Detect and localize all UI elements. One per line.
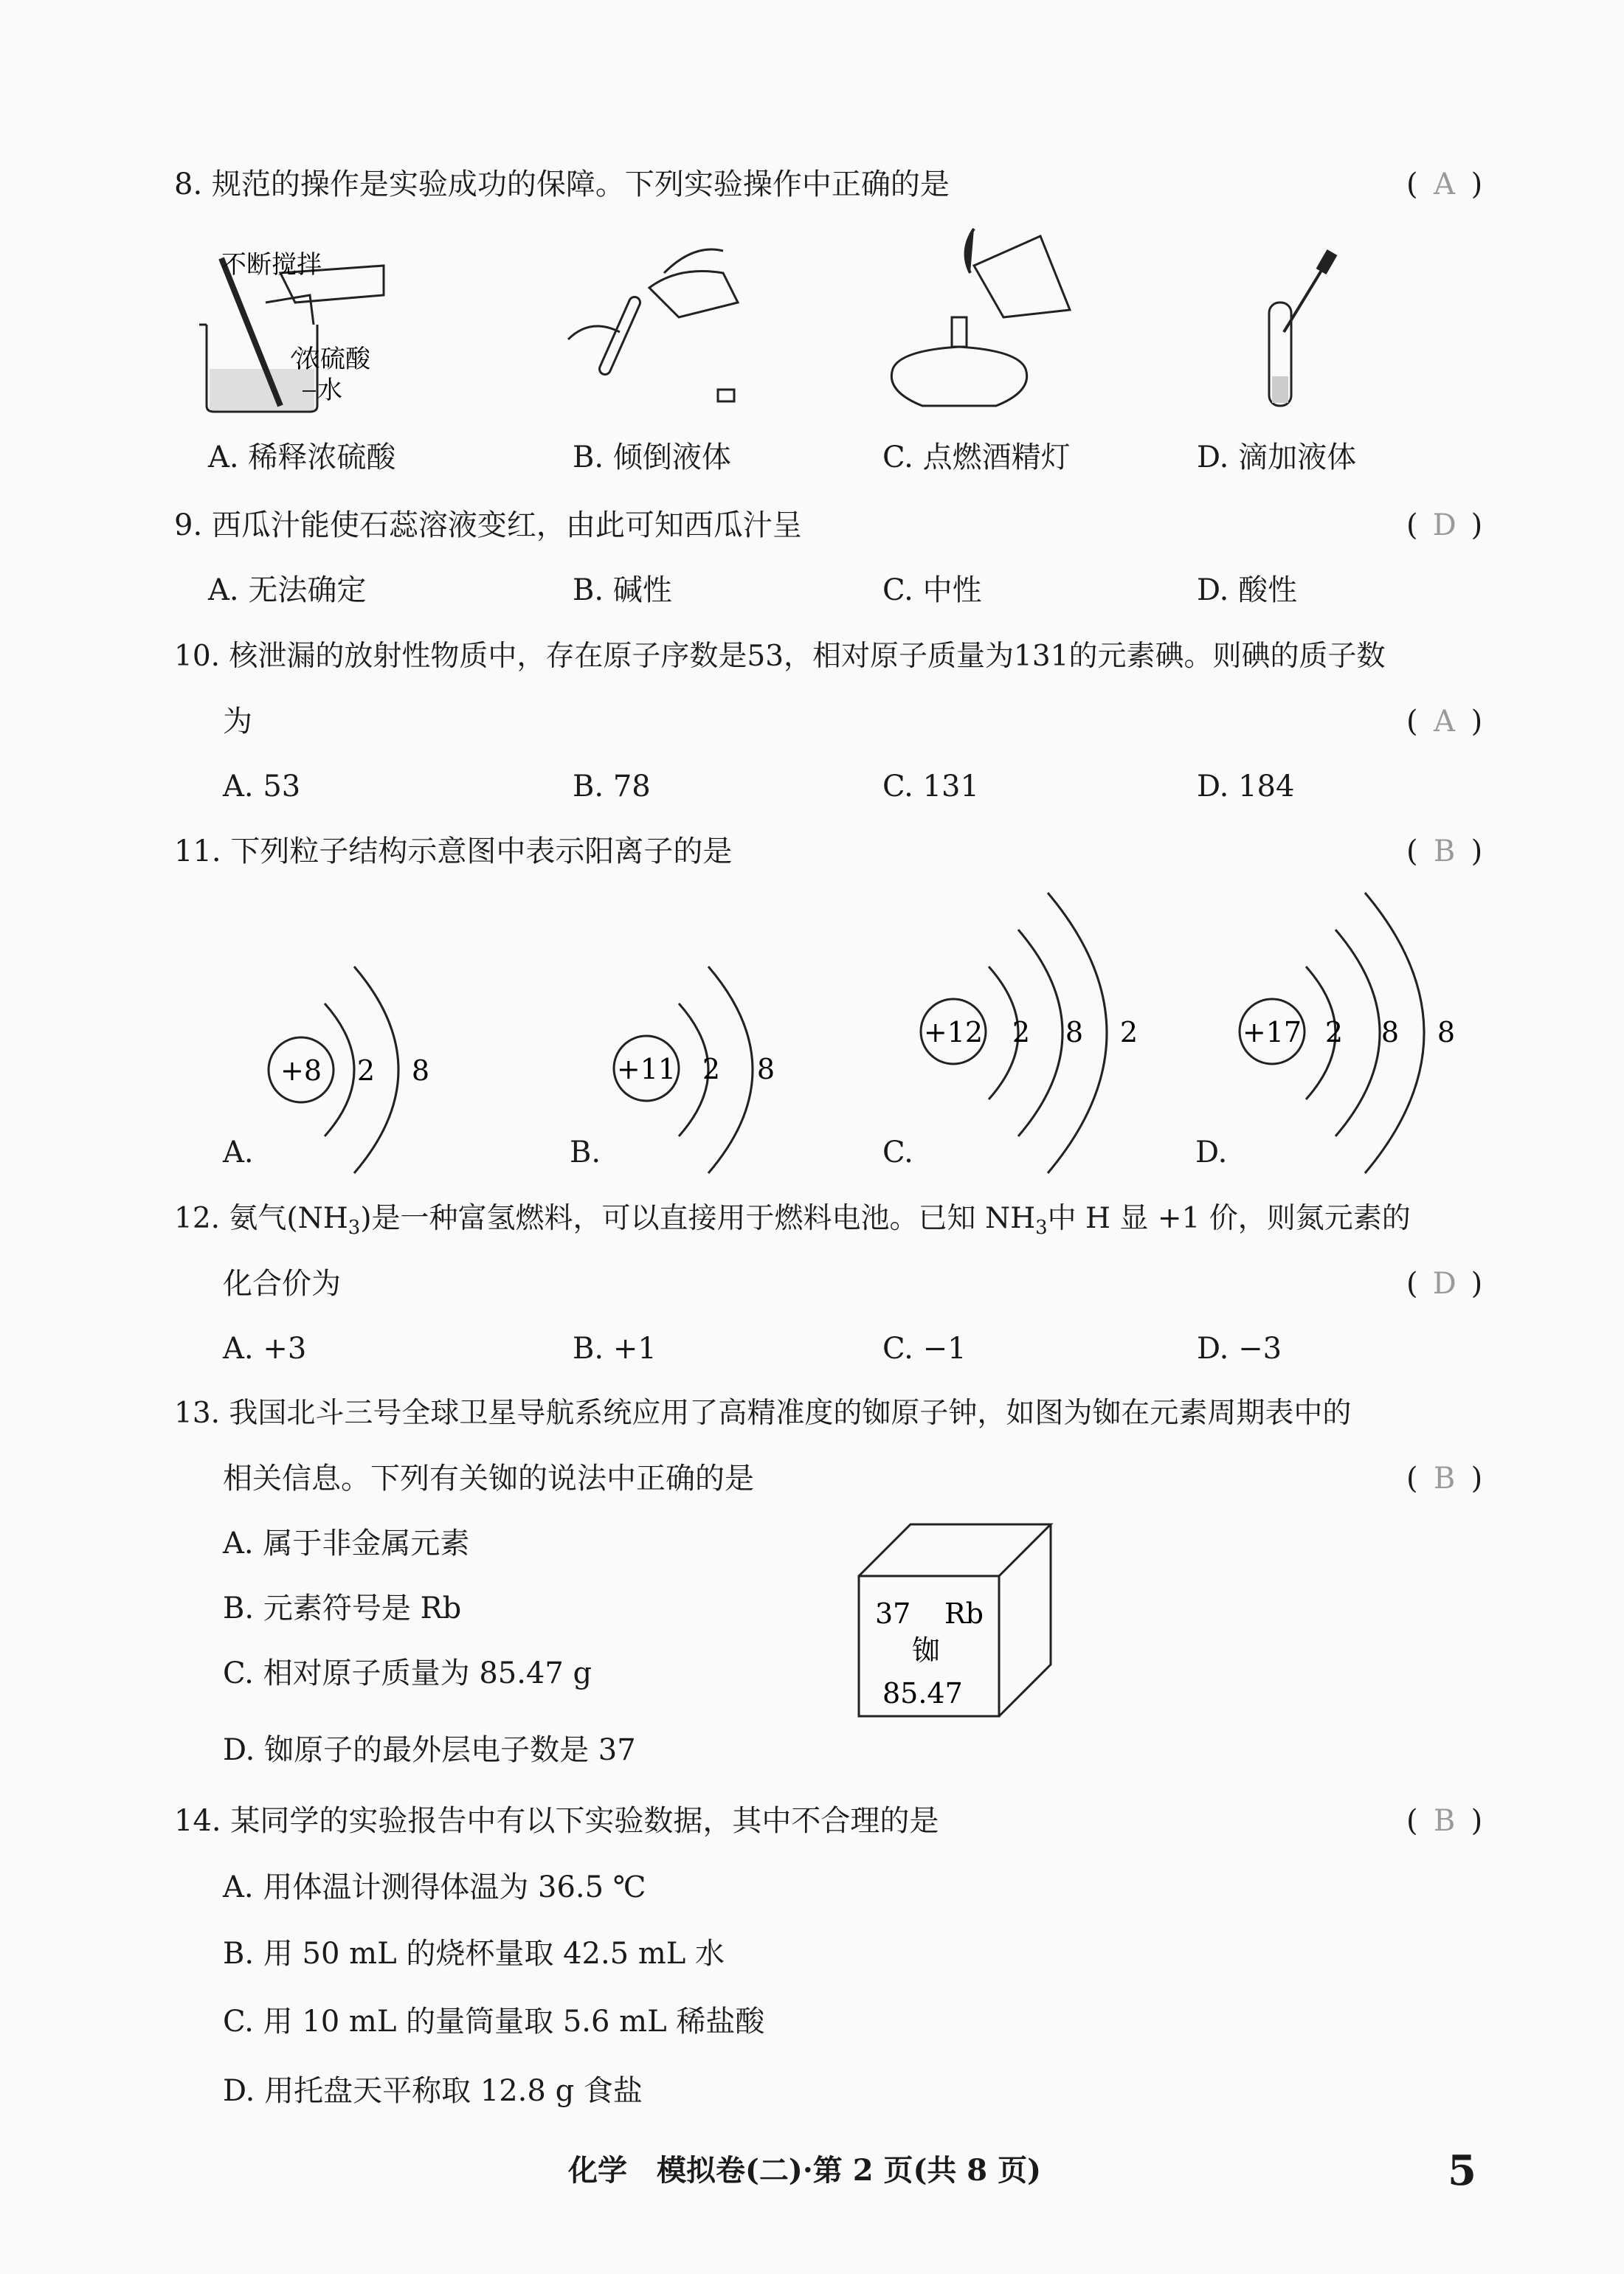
shell-c-1: 2 (1012, 1016, 1031, 1048)
water-label: 水 (317, 376, 342, 405)
footer-text: 化学 模拟卷(二)·第 2 页(共 8 页) (568, 2153, 1041, 2188)
q9-stem: 9. 西瓜汁能使石蕊溶液变红，由此可知西瓜汁呈 (174, 508, 802, 542)
q13-option-d: D. 铷原子的最外层电子数是 37 (223, 1733, 636, 1767)
shell-b-2: 8 (756, 1053, 775, 1085)
stir-label: 不断搅拌 (221, 250, 322, 280)
q12-option-b: B. +1 (573, 1332, 657, 1366)
shell-c-2: 8 (1065, 1016, 1084, 1048)
shell-d-2: 8 (1381, 1016, 1400, 1048)
q11-label-a: A. (223, 1136, 254, 1169)
acid-label: 浓硫酸 (295, 345, 370, 374)
q11-label-c: C. (882, 1136, 913, 1169)
q14-answer: ( B ) (1406, 1804, 1483, 1838)
atom-diagram-a (269, 967, 429, 1173)
q12-option-c: C. −1 (882, 1332, 967, 1366)
q10-stem-cont: 为 (223, 705, 252, 739)
q8-option-c: C. 点燃酒精灯 (882, 440, 1071, 474)
q9-option-c: C. 中性 (882, 573, 982, 607)
shell-a-2: 8 (411, 1054, 430, 1087)
atom-diagram-c (921, 893, 1138, 1173)
nucleus-c: +12 (923, 1016, 984, 1048)
dropper-figure (1269, 249, 1337, 406)
q13-stem: 13. 我国北斗三号全球卫星导航系统应用了高精准度的铷原子钟，如图为铷在元素周期表中的 (174, 1397, 1352, 1430)
shell-c-3: 2 (1119, 1016, 1138, 1048)
q12-option-a: A. +3 (223, 1332, 307, 1366)
element-mass: 85.47 (882, 1677, 963, 1710)
q12-stem-cont: 化合价为 (223, 1267, 341, 1301)
page-number: 5 (1448, 2146, 1476, 2195)
element-number: 37 (875, 1597, 911, 1630)
q9-answer: ( D ) (1406, 508, 1483, 542)
nucleus-d: +17 (1242, 1016, 1302, 1048)
q11-label-b: B. (570, 1136, 601, 1169)
rubidium-element-cell (856, 1520, 1062, 1727)
q14-option-c: C. 用 10 mL 的量筒量取 5.6 mL 稀盐酸 (223, 2005, 765, 2039)
q8-stem: 8. 规范的操作是实验成功的保障。下列实验操作中正确的是 (174, 167, 950, 201)
nucleus-b: +11 (616, 1053, 677, 1085)
q9-option-d: D. 酸性 (1197, 573, 1298, 607)
q11-diagrams (192, 885, 1490, 1181)
q8-option-a: A. 稀释浓硫酸 (208, 440, 396, 474)
q9-option-b: B. 碱性 (573, 573, 672, 607)
q13-option-a: A. 属于非金属元素 (223, 1527, 470, 1561)
q10-option-c: C. 131 (882, 770, 979, 803)
q13-option-b: B. 元素符号是 Rb (223, 1592, 462, 1625)
alcohol-lamp-figure (891, 229, 1070, 406)
q12-option-d: D. −3 (1197, 1332, 1282, 1366)
q8-option-b: B. 倾倒液体 (573, 440, 731, 474)
q9-option-a: A. 无法确定 (208, 573, 367, 607)
q11-label-d: D. (1195, 1136, 1228, 1169)
element-name: 铷 (912, 1634, 941, 1667)
q12-stem: 12. 氨气$(NH_3)$是一种富氢燃料，可以直接用于燃料电池。已知 $NH_3$中 H 显 +1 价，则氮元素的 (174, 1202, 1411, 1239)
dilute-acid-figure (199, 250, 384, 412)
q14-stem: 14. 某同学的实验报告中有以下实验数据，其中不合理的是 (174, 1804, 939, 1838)
atom-diagram-b (614, 967, 775, 1173)
atom-diagram-d (1240, 893, 1455, 1173)
q13-stem-cont: 相关信息。下列有关铷的说法中正确的是 (223, 1462, 754, 1496)
q10-option-a: A. 53 (223, 770, 301, 803)
q10-option-b: B. 78 (573, 770, 651, 803)
q8-answer: ( A ) (1406, 167, 1483, 201)
shell-d-1: 2 (1324, 1016, 1344, 1048)
q13-answer: ( B ) (1406, 1462, 1483, 1496)
shell-b-1: 2 (702, 1053, 721, 1085)
q11-answer: ( B ) (1406, 834, 1483, 868)
q8-figures (192, 221, 1417, 421)
shell-a-1: 2 (356, 1054, 376, 1087)
nucleus-a: +8 (280, 1054, 322, 1087)
q14-option-a: A. 用体温计测得体温为 36.5 ℃ (223, 1870, 646, 1904)
q14-option-d: D. 用托盘天平称取 12.8 g 食盐 (223, 2074, 643, 2108)
shell-d-3: 8 (1437, 1016, 1456, 1048)
q10-option-d: D. 184 (1197, 770, 1295, 803)
element-symbol: Rb (944, 1597, 984, 1630)
q8-option-d: D. 滴加液体 (1197, 440, 1357, 474)
q10-answer: ( A ) (1406, 705, 1483, 739)
pour-liquid-figure (568, 249, 738, 401)
q10-stem: 10. 核泄漏的放射性物质中，存在原子序数是53，相对原子质量为131的元素碘。则碘的质子数 (174, 640, 1386, 673)
q12-answer: ( D ) (1406, 1267, 1483, 1301)
q13-option-c: C. 相对原子质量为 85.47 g (223, 1656, 592, 1690)
q14-option-b: B. 用 50 mL 的烧杯量取 42.5 mL 水 (223, 1937, 725, 1971)
q11-stem: 11. 下列粒子结构示意图中表示阳离子的是 (174, 834, 733, 868)
